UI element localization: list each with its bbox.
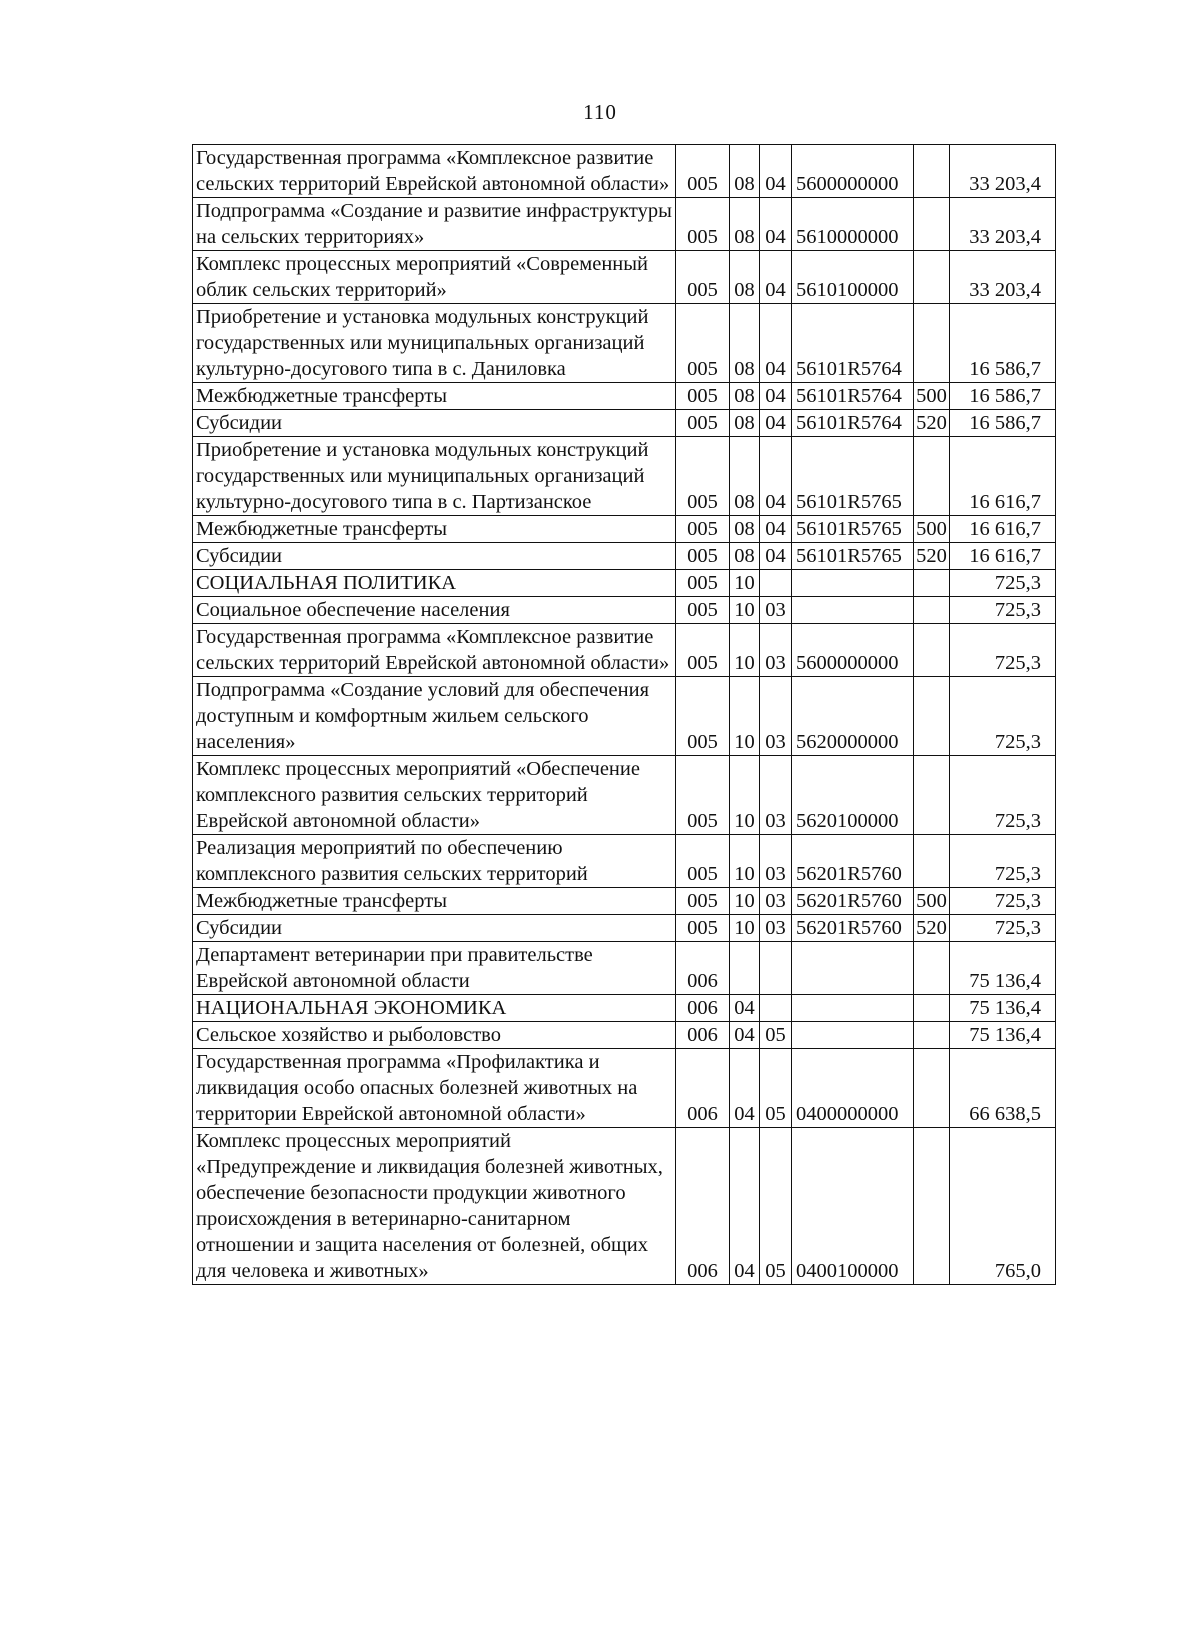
row-sum-cell: 725,3 [950, 835, 1056, 888]
table-row [193, 624, 1056, 677]
row-vr-cell [914, 1022, 950, 1049]
row-gr-cell: 005 [676, 145, 730, 198]
row-gr-cell: 005 [676, 437, 730, 516]
row-name-cell: Комплекс процессных мероприятий «Обеспечение комплексного развития сельских территорий Еврейской автономной области» [193, 756, 676, 835]
row-name-cell: НАЦИОНАЛЬНАЯ ЭКОНОМИКА [193, 995, 676, 1022]
table-row [193, 304, 1056, 383]
table-row [193, 1049, 1056, 1128]
row-cs-cell: 5600000000 [792, 624, 914, 677]
row-sum-cell: 75 136,4 [950, 995, 1056, 1022]
row-gr-cell: 005 [676, 915, 730, 942]
row-vr-cell [914, 835, 950, 888]
row-name-cell: Подпрограмма «Создание и развитие инфраструктуры на сельских территориях» [193, 198, 676, 251]
row-cs-cell: 56201R5760 [792, 835, 914, 888]
row-pr-cell: 04 [760, 198, 792, 251]
table-row [193, 437, 1056, 516]
row-rz-cell: 04 [730, 1049, 760, 1128]
row-pr-cell: 04 [760, 437, 792, 516]
row-cs-cell: 0400100000 [792, 1128, 914, 1285]
row-pr-cell: 04 [760, 304, 792, 383]
row-gr-cell: 005 [676, 383, 730, 410]
row-name-cell: Комплекс процессных мероприятий «Предупреждение и ликвидация болезней животных, обеспечение безопасности продукции животного происхождения в ветеринарно-санитарном отношении и защита населения от болезней, общих для человека и животных» [193, 1128, 676, 1285]
row-pr-cell: 03 [760, 597, 792, 624]
row-cs-cell [792, 597, 914, 624]
row-cs-cell: 5620000000 [792, 677, 914, 756]
row-rz-cell: 10 [730, 624, 760, 677]
row-gr-cell: 005 [676, 570, 730, 597]
table-row [193, 570, 1056, 597]
table-row [193, 543, 1056, 570]
row-pr-cell [760, 942, 792, 995]
row-sum-cell: 765,0 [950, 1128, 1056, 1285]
row-pr-cell: 04 [760, 516, 792, 543]
row-sum-cell: 725,3 [950, 677, 1056, 756]
row-rz-cell: 08 [730, 410, 760, 437]
row-sum-cell: 16 616,7 [950, 516, 1056, 543]
row-rz-cell: 10 [730, 597, 760, 624]
row-sum-cell: 75 136,4 [950, 1022, 1056, 1049]
budget-table [192, 144, 1056, 1285]
row-name-cell: Приобретение и установка модульных конструкций государственных или муниципальных организаций культурно-досугового типа в с. Партизанское [193, 437, 676, 516]
row-vr-cell [914, 1128, 950, 1285]
row-gr-cell: 006 [676, 1049, 730, 1128]
row-rz-cell: 08 [730, 543, 760, 570]
row-name-cell: Комплекс процессных мероприятий «Современный облик сельских территорий» [193, 251, 676, 304]
row-vr-cell [914, 677, 950, 756]
row-gr-cell: 005 [676, 756, 730, 835]
row-sum-cell: 33 203,4 [950, 145, 1056, 198]
row-pr-cell: 05 [760, 1022, 792, 1049]
row-gr-cell: 006 [676, 1022, 730, 1049]
row-name-cell: Приобретение и установка модульных конструкций государственных или муниципальных организаций культурно-досугового типа в с. Даниловка [193, 304, 676, 383]
row-sum-cell: 66 638,5 [950, 1049, 1056, 1128]
row-cs-cell: 56101R5765 [792, 543, 914, 570]
row-cs-cell [792, 942, 914, 995]
row-rz-cell: 04 [730, 1128, 760, 1285]
row-sum-cell: 725,3 [950, 597, 1056, 624]
table-row [193, 597, 1056, 624]
table-row [193, 198, 1056, 251]
row-vr-cell [914, 624, 950, 677]
row-pr-cell: 04 [760, 251, 792, 304]
row-gr-cell: 006 [676, 942, 730, 995]
row-pr-cell: 03 [760, 835, 792, 888]
row-cs-cell [792, 1022, 914, 1049]
row-vr-cell [914, 1049, 950, 1128]
row-gr-cell: 005 [676, 251, 730, 304]
row-gr-cell: 005 [676, 410, 730, 437]
row-sum-cell: 16 586,7 [950, 304, 1056, 383]
row-sum-cell: 725,3 [950, 570, 1056, 597]
table-row [193, 995, 1056, 1022]
page-number: 110 [583, 100, 617, 124]
row-cs-cell: 0400000000 [792, 1049, 914, 1128]
row-name-cell: СОЦИАЛЬНАЯ ПОЛИТИКА [193, 570, 676, 597]
row-cs-cell: 56201R5760 [792, 915, 914, 942]
row-vr-cell [914, 145, 950, 198]
row-name-cell: Государственная программа «Профилактика и ликвидация особо опасных болезней животных на территории Еврейской автономной области» [193, 1049, 676, 1128]
row-rz-cell: 04 [730, 1022, 760, 1049]
row-gr-cell: 005 [676, 516, 730, 543]
table-row [193, 915, 1056, 942]
row-pr-cell: 04 [760, 145, 792, 198]
row-rz-cell: 08 [730, 383, 760, 410]
row-vr-cell: 500 [914, 383, 950, 410]
row-pr-cell: 04 [760, 410, 792, 437]
table-row [193, 1128, 1056, 1285]
table-row [193, 145, 1056, 198]
row-rz-cell: 10 [730, 835, 760, 888]
row-vr-cell: 500 [914, 888, 950, 915]
row-pr-cell: 03 [760, 888, 792, 915]
row-name-cell: Межбюджетные трансферты [193, 516, 676, 543]
row-sum-cell: 725,3 [950, 915, 1056, 942]
row-sum-cell: 16 586,7 [950, 410, 1056, 437]
row-cs-cell: 56201R5760 [792, 888, 914, 915]
row-vr-cell [914, 597, 950, 624]
row-cs-cell: 5600000000 [792, 145, 914, 198]
row-cs-cell: 56101R5764 [792, 410, 914, 437]
row-rz-cell: 08 [730, 437, 760, 516]
row-rz-cell: 08 [730, 516, 760, 543]
row-sum-cell: 725,3 [950, 888, 1056, 915]
row-sum-cell: 16 586,7 [950, 383, 1056, 410]
table-row [193, 1022, 1056, 1049]
row-rz-cell: 10 [730, 756, 760, 835]
row-rz-cell: 10 [730, 915, 760, 942]
row-name-cell: Субсидии [193, 915, 676, 942]
row-vr-cell: 520 [914, 915, 950, 942]
table-row [193, 383, 1056, 410]
table-body [193, 145, 1056, 1285]
row-rz-cell: 10 [730, 888, 760, 915]
row-rz-cell: 10 [730, 570, 760, 597]
row-vr-cell [914, 570, 950, 597]
row-cs-cell: 56101R5764 [792, 383, 914, 410]
row-vr-cell [914, 251, 950, 304]
row-vr-cell: 520 [914, 410, 950, 437]
row-name-cell: Государственная программа «Комплексное развитие сельских территорий Еврейской автономной области» [193, 145, 676, 198]
row-cs-cell: 5610100000 [792, 251, 914, 304]
row-name-cell: Подпрограмма «Создание условий для обеспечения доступным и комфортным жильем сельского населения» [193, 677, 676, 756]
row-gr-cell: 005 [676, 198, 730, 251]
row-pr-cell: 03 [760, 915, 792, 942]
row-cs-cell: 56101R5765 [792, 437, 914, 516]
row-gr-cell: 005 [676, 624, 730, 677]
row-pr-cell: 04 [760, 543, 792, 570]
row-sum-cell: 16 616,7 [950, 437, 1056, 516]
row-pr-cell: 04 [760, 383, 792, 410]
row-name-cell: Департамент ветеринарии при правительстве Еврейской автономной области [193, 942, 676, 995]
table-row [193, 516, 1056, 543]
row-gr-cell: 005 [676, 304, 730, 383]
row-name-cell: Межбюджетные трансферты [193, 888, 676, 915]
row-sum-cell: 33 203,4 [950, 251, 1056, 304]
row-gr-cell: 005 [676, 835, 730, 888]
row-pr-cell: 05 [760, 1049, 792, 1128]
row-pr-cell: 05 [760, 1128, 792, 1285]
row-cs-cell [792, 570, 914, 597]
row-name-cell: Сельское хозяйство и рыболовство [193, 1022, 676, 1049]
row-gr-cell: 006 [676, 1128, 730, 1285]
row-sum-cell: 725,3 [950, 624, 1056, 677]
row-gr-cell: 005 [676, 888, 730, 915]
row-vr-cell [914, 756, 950, 835]
table-row [193, 677, 1056, 756]
row-name-cell: Реализация мероприятий по обеспечению комплексного развития сельских территорий [193, 835, 676, 888]
row-vr-cell: 520 [914, 543, 950, 570]
row-rz-cell [730, 942, 760, 995]
row-vr-cell [914, 942, 950, 995]
row-sum-cell: 75 136,4 [950, 942, 1056, 995]
row-name-cell: Социальное обеспечение населения [193, 597, 676, 624]
row-name-cell: Субсидии [193, 410, 676, 437]
row-gr-cell: 005 [676, 597, 730, 624]
row-name-cell: Межбюджетные трансферты [193, 383, 676, 410]
table-row [193, 888, 1056, 915]
row-cs-cell: 56101R5765 [792, 516, 914, 543]
row-vr-cell [914, 304, 950, 383]
row-vr-cell: 500 [914, 516, 950, 543]
row-vr-cell [914, 198, 950, 251]
row-cs-cell [792, 995, 914, 1022]
row-pr-cell [760, 570, 792, 597]
table-row [193, 835, 1056, 888]
table-row [193, 756, 1056, 835]
row-sum-cell: 16 616,7 [950, 543, 1056, 570]
row-gr-cell: 005 [676, 543, 730, 570]
row-cs-cell: 5610000000 [792, 198, 914, 251]
row-rz-cell: 10 [730, 677, 760, 756]
row-name-cell: Субсидии [193, 543, 676, 570]
row-rz-cell: 04 [730, 995, 760, 1022]
row-rz-cell: 08 [730, 145, 760, 198]
row-name-cell: Государственная программа «Комплексное развитие сельских территорий Еврейской автономной области» [193, 624, 676, 677]
row-rz-cell: 08 [730, 304, 760, 383]
row-sum-cell: 33 203,4 [950, 198, 1056, 251]
row-pr-cell: 03 [760, 756, 792, 835]
table-row [193, 942, 1056, 995]
row-rz-cell: 08 [730, 251, 760, 304]
table-row [193, 410, 1056, 437]
row-cs-cell: 5620100000 [792, 756, 914, 835]
table-row [193, 251, 1056, 304]
row-pr-cell [760, 995, 792, 1022]
row-gr-cell: 006 [676, 995, 730, 1022]
row-cs-cell: 56101R5764 [792, 304, 914, 383]
row-pr-cell: 03 [760, 677, 792, 756]
row-vr-cell [914, 995, 950, 1022]
row-vr-cell [914, 437, 950, 516]
row-rz-cell: 08 [730, 198, 760, 251]
row-pr-cell: 03 [760, 624, 792, 677]
row-gr-cell: 005 [676, 677, 730, 756]
row-sum-cell: 725,3 [950, 756, 1056, 835]
